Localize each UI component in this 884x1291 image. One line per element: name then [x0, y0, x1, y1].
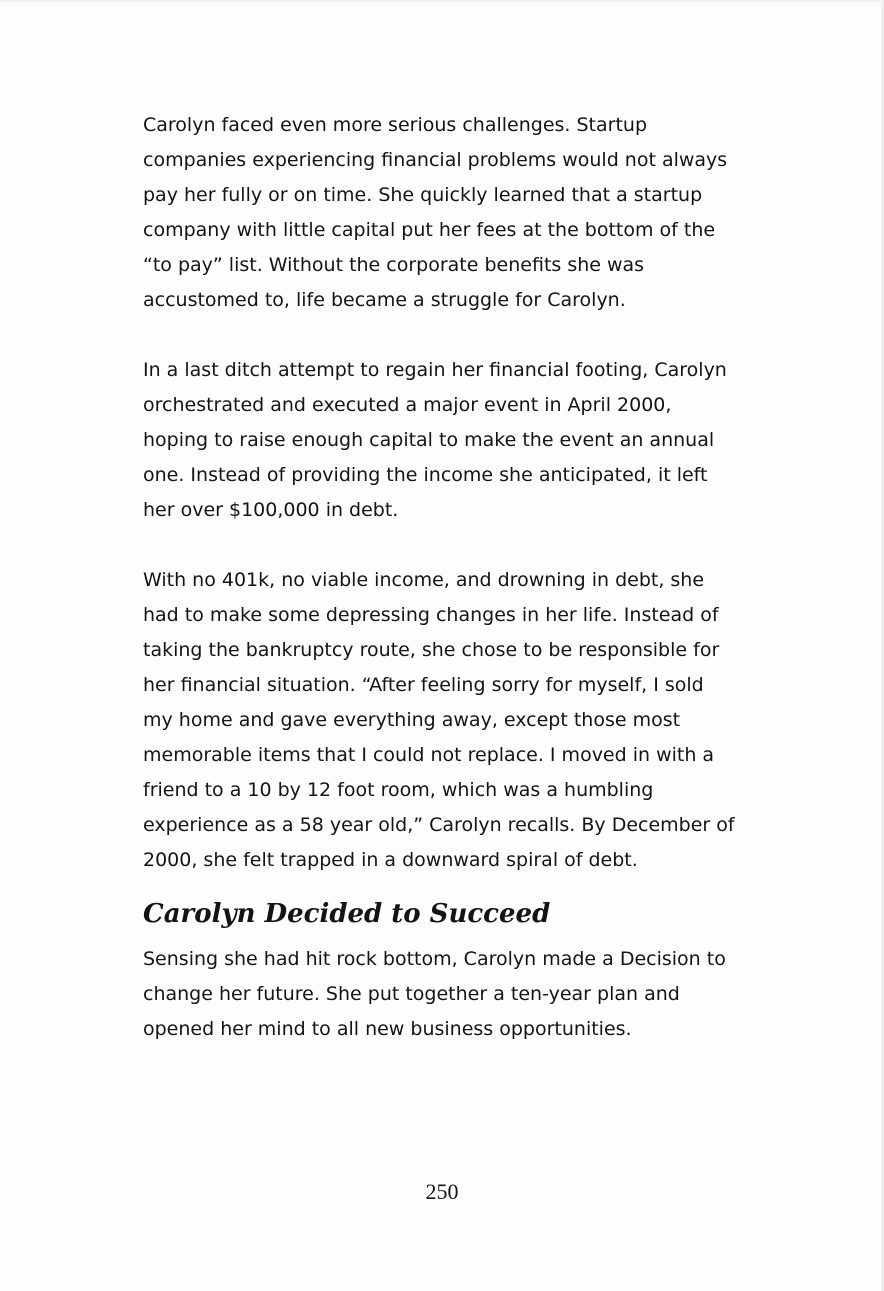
- text-line: companies experiencing financial problems would not always: [143, 149, 728, 171]
- text-line: my home and gave everything away, except those most: [143, 709, 681, 731]
- paragraph-major-event: [143, 353, 783, 528]
- text-line: friend to a 10 by 12 foot room, which was a humbling: [143, 779, 654, 801]
- paragraph-challenges: [143, 108, 783, 318]
- page-number: 250: [425, 1179, 459, 1204]
- text-line: her over $100,000 in debt.: [143, 499, 399, 521]
- page-content: [143, 108, 783, 1047]
- section-heading: Carolyn Decided to Succeed: [143, 899, 551, 929]
- text-line: experience as a 58 year old,” Carolyn recalls. By December of: [143, 814, 735, 836]
- text-line: memorable items that I could not replace. I moved in with a: [143, 744, 715, 766]
- paragraph-spacer: [143, 528, 783, 563]
- text-line: hoping to raise enough capital to make the event an annual: [143, 429, 715, 451]
- text-line: opened her mind to all new business opportunities.: [143, 1018, 632, 1040]
- paragraph-spacer: [143, 318, 783, 353]
- text-line: Carolyn faced even more serious challenges. Startup: [143, 114, 648, 136]
- text-line: 2000, she felt trapped in a downward spiral of debt.: [143, 849, 638, 871]
- paragraph-decision: [143, 942, 783, 1047]
- text-line: taking the bankruptcy route, she chose to be responsible for: [143, 639, 720, 661]
- text-line: one. Instead of providing the income she anticipated, it left: [143, 464, 708, 486]
- text-line: company with little capital put her fees at the bottom of the: [143, 219, 716, 241]
- text-line: “to pay” list. Without the corporate benefits she was: [143, 254, 645, 276]
- text-line: her financial situation. “After feeling sorry for myself, I sold: [143, 674, 704, 696]
- text-line: Sensing she had hit rock bottom, Carolyn made a Decision to: [143, 948, 726, 970]
- text-line: With no 401k, no viable income, and drowning in debt, she: [143, 569, 705, 591]
- text-line: had to make some depressing changes in her life. Instead of: [143, 604, 719, 626]
- paragraph-debt: [143, 563, 783, 878]
- text-line: change her future. She put together a ten-year plan and: [143, 983, 680, 1005]
- text-line: orchestrated and executed a major event in April 2000,: [143, 394, 672, 416]
- text-line: pay her fully or on time. She quickly learned that a startup: [143, 184, 703, 206]
- text-line: accustomed to, life became a struggle for Carolyn.: [143, 289, 626, 311]
- text-line: In a last ditch attempt to regain her financial footing, Carolyn: [143, 359, 727, 381]
